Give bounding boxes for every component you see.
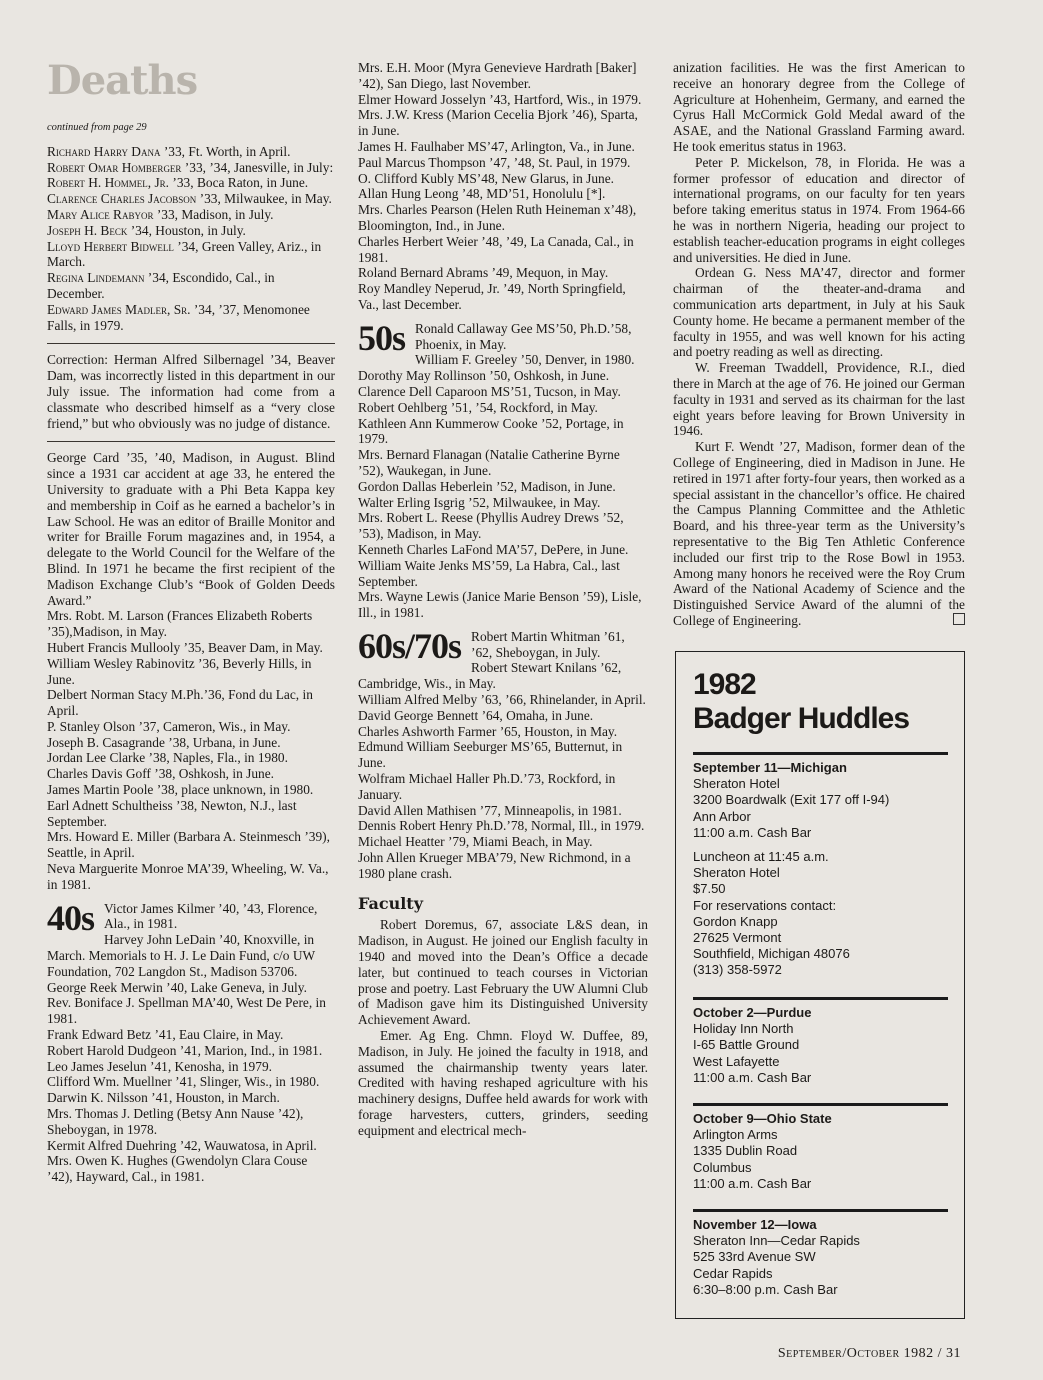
obituary-entry: William F. Greeley ’50, Denver, in 1980. <box>415 352 635 368</box>
obituary-entry: Frank Edward Betz ’41, Eau Claire, in May. <box>47 1027 284 1043</box>
correction-note: Correction: Herman Alfred Silbernagel ’34, Beaver Dam, was incorrectly listed in this department in our July issue. The information had come from a classmate who described himself as a “very close friend,” but who obviously was no judge of distance. <box>47 352 335 431</box>
obituary-entry: Regina Lindemann ’34, Escondido, Cal., in December. <box>47 270 275 301</box>
obituary-entry: Robert Martin Whitman ’61, ’62, Sheboygan, in July. <box>471 628 625 660</box>
huddles-title: Badger Huddles <box>693 702 910 735</box>
obituary-entry: Mrs. Robt. M. Larson (Frances Elizabeth Roberts ’35),Madison, in May. <box>47 608 313 640</box>
entries-40s <box>47 932 335 1185</box>
obituary-entry: Charles Ashworth Farmer ’65, Houston, in May. <box>358 723 618 739</box>
event-line: 1335 Dublin Road <box>693 1143 798 1159</box>
divider <box>693 1209 948 1212</box>
obituary-entry: Harvey John LeDain ’40, Knoxville, in March. Memorials to H. J. Le Dain Fund, c/o UW Foundation, 702 Langdon St., Madison 53706. <box>47 932 315 979</box>
event-line: 3200 Boardwalk (Exit 177 off I-94) <box>693 792 890 808</box>
event-line: Gordon Knapp <box>693 913 778 929</box>
obituary-entry: Mrs. E.H. Moor (Myra Genevieve Hardrath [Baker] ’42), San Diego, last November. <box>358 60 637 91</box>
obituary-entry: Mary Alice Rabyor ’33, Madison, in July. <box>47 206 274 222</box>
faculty-obituary: Robert Doremus, 67, associate L&S dean, in Madison, in August. He joined our English faculty in 1940 and moved into the Dean’s Office a decade later, but continued to teach courses in Victorian prose and poetry. Last February the UW Alumni Club of Madison gave him its Distinguished University Achievement Award. <box>358 917 648 1028</box>
event-line: $7.50 <box>693 881 726 897</box>
obituary-entry: Robert Oehlberg ’51, ’54, Rockford, in May. <box>358 399 598 415</box>
decade-heading: 50s <box>358 317 406 358</box>
obituary-entry: Earl Adnett Schultheiss ’38, Newton, N.J., last September. <box>47 797 297 829</box>
obituary-entry: Elmer Howard Josselyn ’43, Hartford, Wis., in 1979. <box>358 91 642 107</box>
obituary-entry: Victor James Kilmer ’40, ’43, Florence, Ala., in 1981. <box>104 900 318 932</box>
obituary-entry: Leo James Jeselun ’41, Kenosha, in 1979. <box>47 1058 272 1074</box>
faculty-heading: Faculty <box>358 893 423 913</box>
obituary-entry: Kenneth Charles LaFond MA’57, DePere, in June. <box>358 541 629 557</box>
decade-50s <box>358 317 648 358</box>
obituary-entry: Dorothy May Rollinson ’50, Oshkosh, in June. <box>358 368 610 384</box>
obituary-entry: Clifford Wm. Muellner ’41, Slinger, Wis., in 1980. <box>47 1074 320 1090</box>
obituary-entry: Ronald Callaway Gee MS’50, Ph.D.’58, Phoenix, in May. <box>415 320 632 352</box>
event-line: 525 33rd Avenue SW <box>693 1249 816 1265</box>
end-of-article-icon <box>953 613 965 625</box>
huddle-event <box>693 1005 948 1086</box>
obituary-entry: David George Bennett ’64, Omaha, in June. <box>358 707 594 723</box>
faculty-obituary: Emer. Ag Eng. Chmn. Floyd W. Duffee, 89, Madison, in July. He joined the faculty in 1918, and assumed the chairmanship twenty years later. Credited with having reshaped agriculture with his machinery designs, Duffee held awards for work with forage harvesters, cutters, grinders, seeding equipment and electrical mech- <box>358 1028 648 1138</box>
event-line: 11:00 a.m. Cash Bar <box>693 1069 812 1085</box>
obituary-entry: John Allen Krueger MBA’79, New Richmond, in a 1980 plane crash. <box>358 850 631 881</box>
obituary-entry: William Waite Jenks MS’59, La Habra, Cal., last September. <box>358 557 620 589</box>
obituary-entry: Clarence Charles Jacobson ’33, Milwaukee, in May. <box>47 191 332 207</box>
obituary-entry: Kathleen Ann Kummerow Cooke ’52, Portage, in 1979. <box>358 415 624 447</box>
column-right <box>673 60 965 629</box>
obituary-entry: Mrs. J.W. Kress (Marion Cecelia Bjork ’46), Sparta, in June. <box>358 107 638 139</box>
huddles-year: 1982 <box>693 668 756 701</box>
faculty-obituary: Peter P. Mickelson, 78, in Florida. He was a former professor of education and director of international programs, on our faculty for ten years before taking emeritus status in 1974. From 1964-66 he was in northern Nigeria, heading our project to establish teacher-education programs in eight colleges and universities. He died in June. <box>673 154 965 265</box>
obituary-entry: Mrs. Charles Pearson (Helen Ruth Heineman x’48), Bloomington, Ind., in June. <box>358 202 637 233</box>
obituary-entry: William Alfred Melby ’63, ’66, Rhinelander, in April. <box>358 692 646 708</box>
faculty-obituary: Ordean G. Ness MA’47, director and former chairman of the theater-and-drama and communication arts department, in July at his Sauk County home. He became a permanent member of the faculty in 1955, and was well known for his acting and poetry reading as well as directing. <box>673 265 965 360</box>
event-line: Cedar Rapids <box>693 1265 773 1281</box>
obituary-entry: Gordon Dallas Heberlein ’52, Madison, in June. <box>358 478 616 494</box>
continued-note: continued from page 29 <box>47 122 147 133</box>
obituary-entry: George Reek Merwin ’40, Lake Geneva, in July. <box>47 979 307 995</box>
event-line: Ann Arbor <box>693 808 751 824</box>
decade-heading: 60s/70s <box>358 625 462 666</box>
event-line: Southfield, Michigan 48076 <box>693 946 850 962</box>
obituary-entry: Charles Davis Goff ’38, Oshkosh, in June. <box>47 766 274 782</box>
event-line: Luncheon at 11:45 a.m. <box>693 849 829 865</box>
entries-40s-cont <box>358 60 648 313</box>
obituary-entry: Mrs. Bernard Flanagan (Natalie Catherine Byrne ’52), Waukegan, in June. <box>358 447 620 478</box>
event-date-team: October 9—Ohio State <box>693 1111 832 1126</box>
obituary-entry: P. Stanley Olson ’37, Cameron, Wis., in May. <box>47 718 291 734</box>
column-left <box>47 57 335 1185</box>
event-line: Holiday Inn North <box>693 1021 794 1037</box>
obituary-entry: Delbert Norman Stacy M.Ph.’36, Fond du Lac, in April. <box>47 687 313 719</box>
huddle-event <box>693 1217 948 1298</box>
event-date-team: October 2—Purdue <box>693 1005 812 1020</box>
faculty-obituary-cont: anization facilities. He was the first American to receive an honorary degree from the College of Agriculture at Hohenheim, Germany, and earned the Cyrus Hall McCormick Gold Medal award of the ASAE, and the National Grassland Farming award. He took emeritus status in 1963. <box>673 60 965 154</box>
obituary-entry: Lloyd Herbert Bidwell ’34, Green Valley, Ariz., in March. <box>47 238 322 270</box>
huddle-event <box>693 1111 948 1192</box>
faculty-obituary: Kurt F. Wendt ’27, Madison, former dean of the College of Engineering, died in Madison in June. He retired in 1971 after forty-four years, then worked as a special assistant in the chancellor’s office. He chaired the Campus Planning Committee and the Athletic Board, and his three-year term as the University’s representative to the Big Ten Athletic Conference included our first trip to the Rose Bowl in 1953. Among many honors he received were the Roy Crum Award of the National Academy of Science and the Distinguished Service Award of the alumni of the College of Engineering. <box>673 439 965 628</box>
divider <box>693 752 948 755</box>
obituary-entry: Neva Marguerite Monroe MA’39, Wheeling, W. Va., in 1981. <box>47 861 329 892</box>
obituary-entry: Edward James Madler, Sr. ’34, ’37, Menomonee Falls, in 1979. <box>47 301 310 333</box>
decade-heading: 40s <box>47 897 95 938</box>
obituary-entry: Mrs. Robert L. Reese (Phyllis Audrey Drews ’52, ’53), Madison, in May. <box>358 510 624 542</box>
obituary-entry: Edmund William Seeburger MS’65, Butternut, in June. <box>358 739 623 771</box>
obituary-entry: Allan Hung Leong ’48, MD’51, Honolulu [*]. <box>358 186 606 202</box>
badger-huddles-box <box>675 651 965 1319</box>
obituary-entry: Kermit Alfred Duehring ’42, Wauwatosa, in April. <box>47 1137 317 1153</box>
obituary-entry: Mrs. Owen K. Hughes (Gwendolyn Clara Couse ’42), Hayward, Cal., in 1981. <box>47 1153 308 1185</box>
obituary-entry: Jordan Lee Clarke ’38, Naples, Fla., in 1980. <box>47 750 288 766</box>
obituary-entry: Robert Stewart Knilans ’62, Cambridge, Wis., in May. <box>358 660 622 692</box>
obituary-entry: Mrs. Thomas J. Detling (Betsy Ann Nause ’42), Sheboygan, in 1978. <box>47 1106 304 1137</box>
divider <box>47 343 335 344</box>
decade-40s <box>47 897 335 938</box>
divider <box>693 1103 948 1106</box>
event-line: I-65 Battle Ground <box>693 1037 800 1053</box>
obituary-entry: Roy Mandley Neperud, Jr. ’49, North Springfield, Va., last December. <box>358 281 626 312</box>
obituary-entry: Robert Omar Homberger ’33, ’34, Janesville, in July: <box>47 159 334 175</box>
obituary-entry: Joseph B. Casagrande ’38, Urbana, in June. <box>47 734 281 750</box>
obituary-entry: Paul Marcus Thompson ’47, ’48, St. Paul, in 1979. <box>358 154 631 170</box>
obituary-entry: Dennis Robert Henry Ph.D.’78, Normal, Ill., in 1979. <box>358 818 645 834</box>
obituary-entry: James H. Faulhaber MS’47, Arlington, Va., in June. <box>358 138 635 154</box>
event-line: Sheraton Hotel <box>693 776 780 792</box>
entries-60s-70s <box>358 660 648 881</box>
event-line: Arlington Arms <box>693 1127 778 1143</box>
obituary-entry: William Wesley Rabinovitz ’36, Beverly Hills, in June. <box>47 655 312 687</box>
obituary-entry: David Allen Mathisen ’77, Minneapolis, in 1981. <box>358 802 622 818</box>
divider <box>47 441 335 442</box>
event-line: (313) 358-5972 <box>693 962 782 978</box>
obituary-entry: Mrs. Howard E. Miller (Barbara A. Steinmesch ’39), Seattle, in April. <box>47 829 330 861</box>
event-line: West Lafayette <box>693 1053 780 1069</box>
event-line: 6:30–8:00 p.m. Cash Bar <box>693 1281 838 1297</box>
obituary-entry: Wolfram Michael Haller Ph.D.’73, Rockford, in January. <box>358 771 616 802</box>
obituary-entry: Robert Harold Dudgeon ’41, Marion, Ind., in 1981. <box>47 1042 323 1058</box>
obituary-entry: Roland Bernard Abrams ’49, Mequon, in May. <box>358 265 609 281</box>
event-line: Sheraton Inn—Cedar Rapids <box>693 1233 860 1249</box>
obituary-entry: O. Clifford Kubly MS’48, New Glarus, in June. <box>358 170 615 186</box>
event-line: Columbus <box>693 1159 752 1175</box>
obituary-entry: Mrs. Wayne Lewis (Janice Marie Benson ’59), Lisle, Ill., in 1981. <box>358 589 642 621</box>
event-line: 11:00 a.m. Cash Bar <box>693 1175 812 1191</box>
entries-50s <box>358 352 648 621</box>
obituary-entry: Hubert Francis Mullooly ’35, Beaver Dam, in May. <box>47 639 323 655</box>
event-date-team: November 12—Iowa <box>693 1217 817 1232</box>
obituary-entry: Michael Heatter ’79, Miami Beach, in May. <box>358 834 593 850</box>
event-line: 27625 Vermont <box>693 930 782 946</box>
obituary-entry: Clarence Dell Caparoon MS’51, Tucson, in May. <box>358 383 621 399</box>
obituary-entry: Joseph H. Beck ’34, Houston, in July. <box>47 222 246 238</box>
event-line: 11:00 a.m. Cash Bar <box>693 824 812 840</box>
entries-30s <box>47 608 335 892</box>
masthead-title: Deaths <box>47 57 198 104</box>
page-footer: September/October 1982 / 31 <box>777 1346 961 1361</box>
column-middle <box>358 60 648 1139</box>
event-line: Sheraton Hotel <box>693 865 780 881</box>
event-line: For reservations contact: <box>693 897 837 913</box>
obituary-entry: James Martin Poole ’38, place unknown, in 1980. <box>47 782 314 798</box>
card-obituary: George Card ’35, ’40, Madison, in August. Blind since a 1931 car accident at age 33, he entered the University to graduate with a Phi Beta Kappa key and membership in Coif as he earned a bachelor’s in Law School. He was an editor of Braille Monitor and writer for Braille Forum magazines and, in 1954, a delegate to the World Council for the Welfare of the Blind. In 1971 he became the first recipient of the Madison Exchange Club’s “Book of Golden Deeds Award.” <box>47 450 335 608</box>
obituary-entry: Walter Erling Isgrig ’52, Milwaukee, in May. <box>358 494 601 510</box>
top-entries <box>47 144 335 334</box>
obituary-entry: Charles Herbert Weier ’48, ’49, La Canada, Cal., in 1981. <box>358 233 634 265</box>
divider <box>693 997 948 1000</box>
obituary-entry: Robert H. Hommel, Jr. ’33, Boca Raton, in June. <box>47 175 309 191</box>
huddle-event <box>693 760 948 979</box>
event-date-team: September 11—Michigan <box>693 760 847 775</box>
obituary-entry: Rev. Boniface J. Spellman MA’40, West De Pere, in 1981. <box>47 995 326 1027</box>
decade-60s-70s <box>358 625 648 666</box>
obituary-entry: Richard Harry Dana ’33, Ft. Worth, in April. <box>47 143 291 159</box>
obituary-entry: Darwin K. Nilsson ’41, Houston, in March. <box>47 1090 280 1106</box>
faculty-obituary: W. Freeman Twaddell, Providence, R.I., died there in March at the age of 76. He joined our German faculty in 1931 and served as its chairman for the last eight years before leaving for Brown University in 1946. <box>673 360 965 439</box>
